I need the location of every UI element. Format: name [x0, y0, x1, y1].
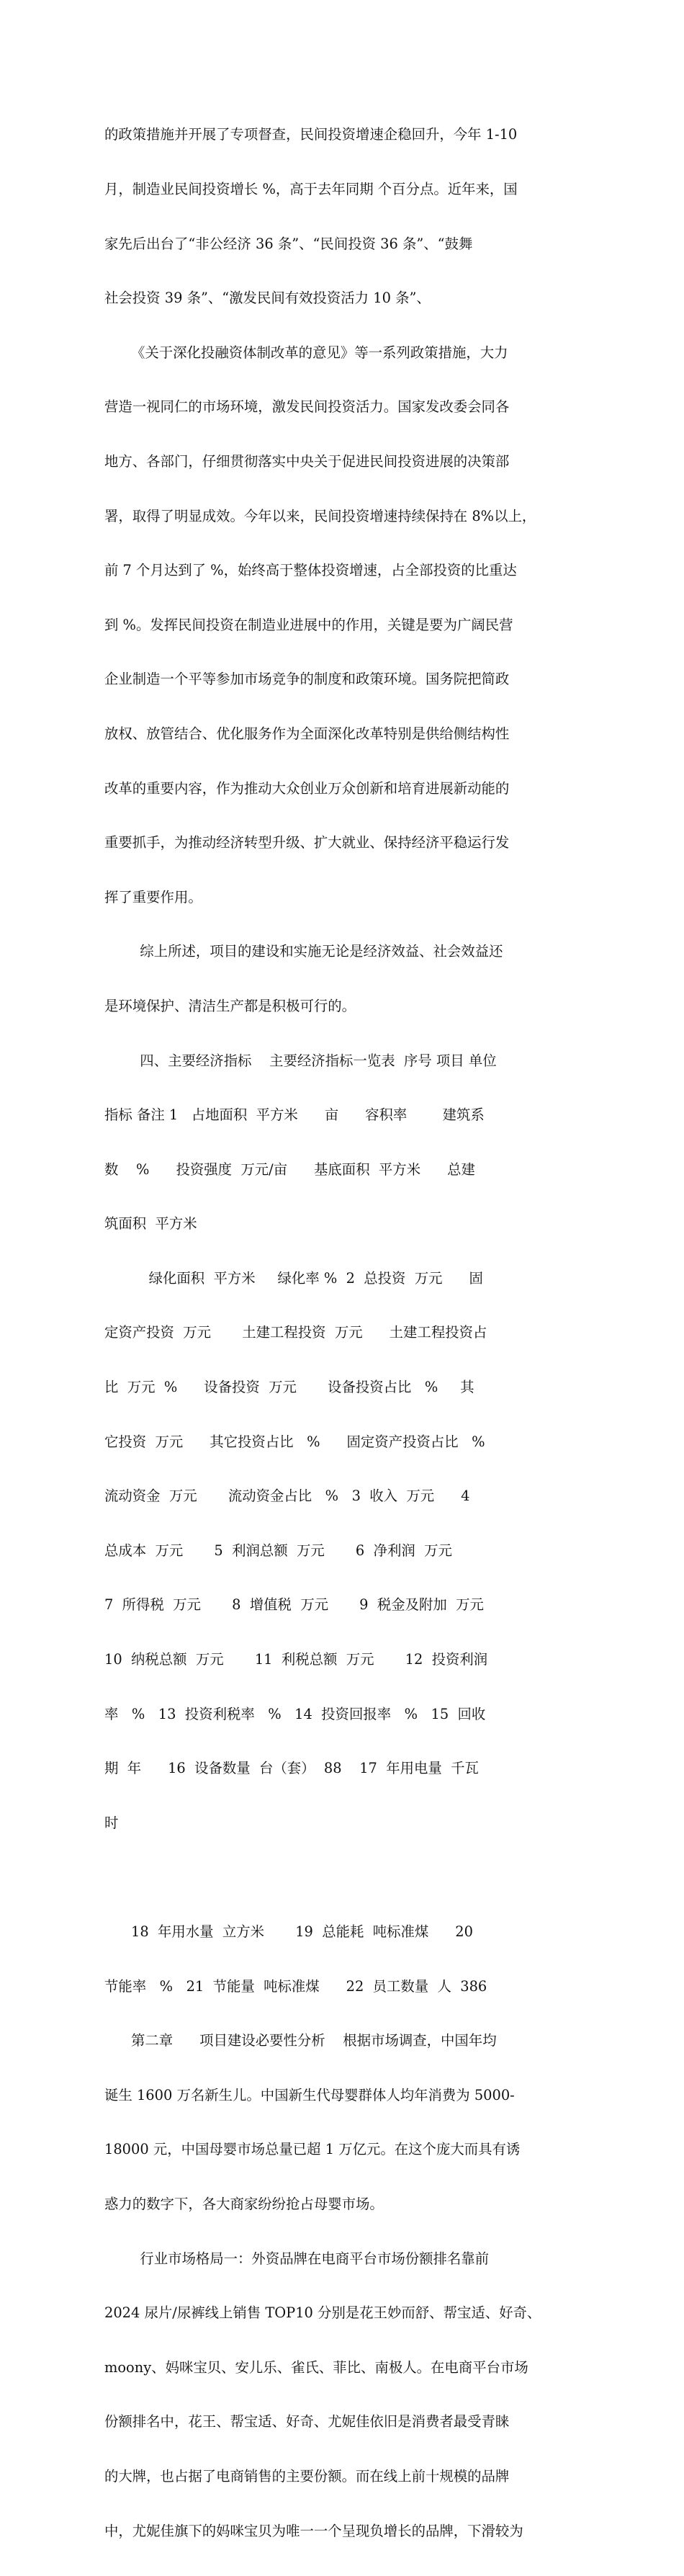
text-line: 的大牌，也占据了电商销售的主要份额。而在线上前十规模的品牌 [104, 2467, 510, 2485]
text-line: 节能率 % 21 节能量 吨标准煤 22 员工数量 人 386 [104, 1977, 487, 1995]
text-line: 比 万元 % 设备投资 万元 设备投资占比 % 其 [104, 1379, 474, 1396]
section-heading-line: 四、主要经济指标 主要经济指标一览表 序号 项目 单位 [104, 1052, 497, 1069]
text-line: 筑面积 平方米 [104, 1215, 197, 1233]
text-line: 挥了重要作用。 [104, 888, 202, 905]
text-line: 2024 尿片/尿裤线上销售 TOP10 分别是花王妙而舒、帮宝适、好奇、 [104, 2304, 541, 2322]
text-line: 改革的重要内容，作为推动大众创业万众创新和培育进展新动能的 [104, 779, 510, 797]
text-line: 的政策措施并开展了专项督查，民间投资增速企稳回升，今年 1-10 [104, 126, 518, 143]
text-line: 18 年用水量 立方米 19 总能耗 吨标准煤 20 [104, 1923, 473, 1940]
text-line: moony、妈咪宝贝、安儿乐、雀氏、菲比、南极人。在电商平台市场 [104, 2358, 528, 2376]
text-line: 总成本 万元 5 利润总额 万元 6 净利润 万元 [104, 1542, 452, 1559]
text-line: 期 年 16 设备数量 台（套） 88 17 年用电量 千瓦 [104, 1760, 479, 1777]
text-line: 定资产投资 万元 土建工程投资 万元 土建工程投资占 [104, 1324, 487, 1341]
text-line: 惑力的数字下，各大商家纷纷抢占母婴市场。 [104, 2195, 384, 2212]
text-line: 诞生 1600 万名新生儿。中国新生代母婴群体人均年消费为 5000- [104, 2086, 515, 2103]
text-line: 到 %。发挥民间投资在制造业进展中的作用，关键是要为广阔民营 [104, 616, 513, 633]
blank-line [104, 1868, 581, 1886]
text-line: 中，尤妮佳旗下的妈咪宝贝为唯一一个呈现负增长的品牌，下滑较为 [104, 2522, 523, 2539]
text-line: 绿化面积 平方米 绿化率 % 2 总投资 万元 固 [104, 1269, 483, 1287]
text-line: 18000 元，中国母婴市场总量已超 1 万亿元。在这个庞大而具有诱 [104, 2141, 521, 2158]
text-line: 它投资 万元 其它投资占比 % 固定资产投资占比 % [104, 1433, 485, 1450]
text-line: 月，制造业民间投资增长 %，高于去年同期 个百分点。近年来，国 [104, 181, 518, 197]
text-line: 率 % 13 投资利税率 % 14 投资回报率 % 15 回收 [104, 1705, 486, 1722]
text-line: 社会投资 39 条”、“激发民间有效投资活力 10 条”、 [104, 290, 431, 307]
text-line: 7 所得税 万元 8 增值税 万元 9 税金及附加 万元 [104, 1596, 484, 1614]
text-line: 《关于深化投融资体制改革的意见》等一系列政策措施，大力 [104, 344, 508, 361]
text-line: 指标 备注 1 占地面积 平方米 亩 容积率 建筑系 [104, 1106, 485, 1124]
text-line: 综上所述，项目的建设和实施无论是经济效益、社会效益还 [104, 943, 503, 960]
text-line: 流动资金 万元 流动资金占比 % 3 收入 万元 4 [104, 1488, 470, 1505]
text-line: 营造一视同仁的市场环境，激发民间投资活力。国家发改委会同各 [104, 398, 510, 416]
text-line: 是环境保护、清洁生产都是积极可行的。 [104, 997, 356, 1014]
text-line: 地方、各部门，仔细贯彻落实中央关于促进民间投资进展的决策部 [104, 452, 510, 470]
text-line: 时 [104, 1814, 119, 1831]
text-line: 放权、放管结合、优化服务作为全面深化改革特别是供给侧结构性 [104, 725, 510, 742]
text-line: 数 % 投资强度 万元/亩 基底面积 平方米 总建 [104, 1160, 475, 1178]
text-line: 企业制造一个平等参加市场竞争的制度和政策环境。国务院把简政 [104, 671, 510, 688]
text-line: 重要抓手，为推动经济转型升级、扩大就业、保持经济平稳运行发 [104, 834, 510, 851]
text-line: 前 7 个月达到了 %，始终高于整体投资增速，占全部投资的比重达 [104, 562, 517, 579]
text-line: 10 纳税总额 万元 11 利税总额 万元 12 投资利润 [104, 1651, 488, 1668]
text-line: 家先后出台了“非公经济 36 条”、“民间投资 36 条”、“鼓舞 [104, 235, 473, 252]
text-line: 署，取得了明显成效。今年以来，民间投资增速持续保持在 8%以上， [104, 507, 536, 524]
chapter-heading-line: 第二章 项目建设必要性分析 根据市场调查，中国年均 [104, 2032, 497, 2049]
text-line: 份额排名中，花王、帮宝适、好奇、尤妮佳依旧是消费者最受青睐 [104, 2413, 510, 2430]
document-body [104, 89, 581, 2576]
text-line: 行业市场格局一：外资品牌在电商平台市场份额排名靠前 [104, 2250, 490, 2267]
